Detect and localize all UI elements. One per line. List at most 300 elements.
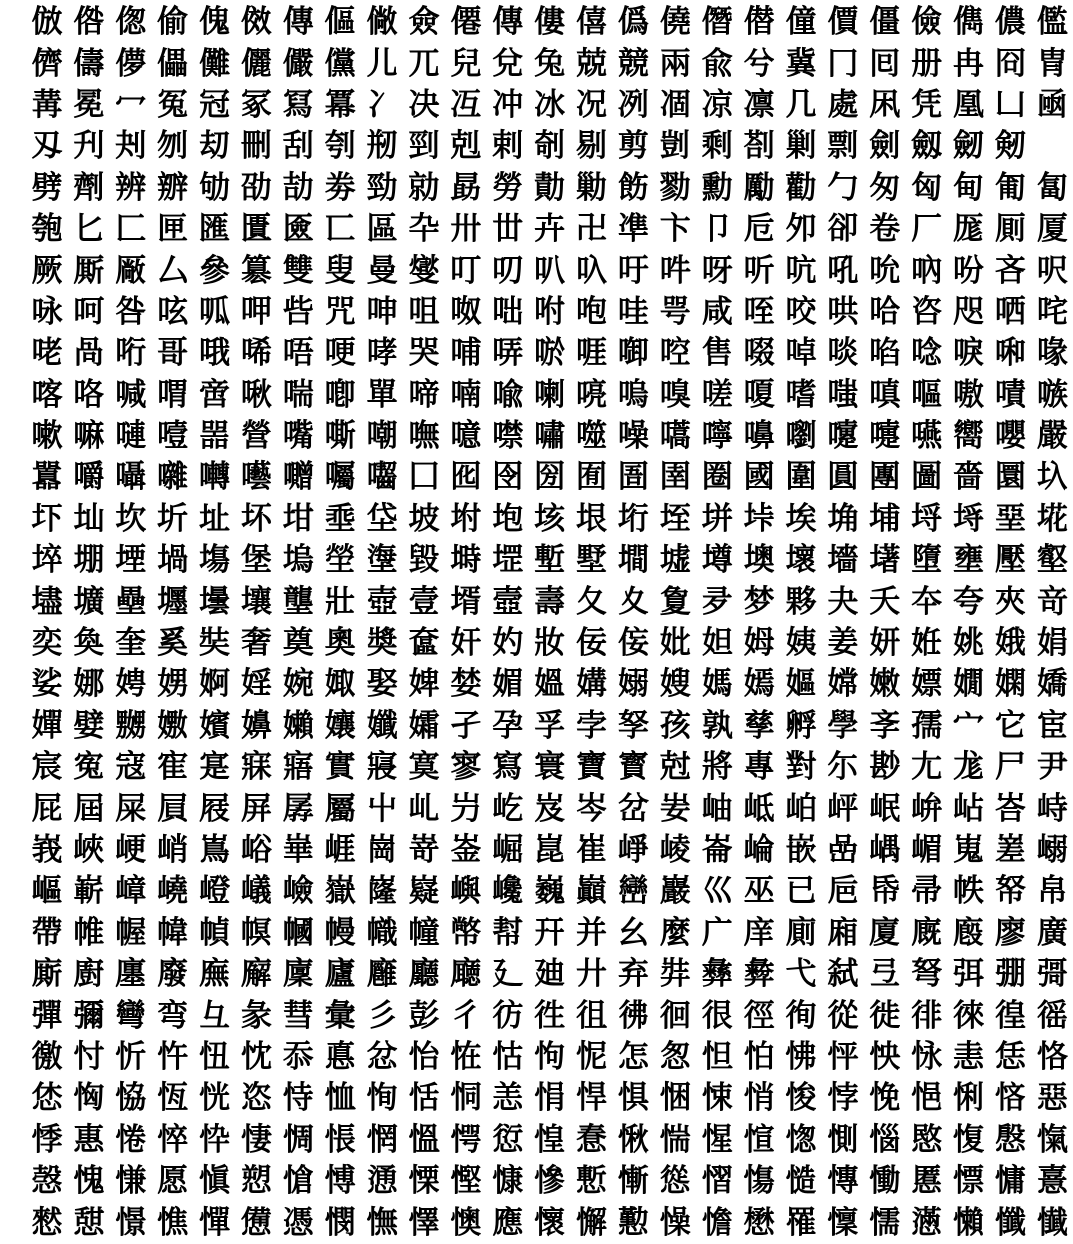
character-row [26, 416, 1068, 457]
character-glyph: 麼 [659, 914, 691, 951]
character-glyph: 憊 [240, 1204, 272, 1241]
character-glyph: 嵜 [408, 832, 440, 868]
character-glyph: 懷 [534, 1204, 566, 1241]
character-glyph: 倣 [31, 4, 63, 41]
character-glyph: 咢 [659, 293, 691, 330]
character-glyph: 應 [492, 1204, 524, 1241]
character-glyph: 崘 [743, 832, 775, 868]
character-glyph: 姙 [911, 625, 943, 662]
character-glyph: 哘 [115, 335, 147, 372]
character-glyph: 凅 [659, 86, 691, 123]
character-glyph: 孳 [743, 707, 775, 744]
character-glyph: 唏 [240, 335, 272, 372]
character-glyph: 劈 [31, 169, 63, 206]
character-glyph: 慇 [994, 1121, 1026, 1158]
character-glyph: 傳 [492, 4, 524, 41]
character-glyph: 儿 [366, 45, 398, 82]
character-glyph: 咒 [324, 293, 356, 330]
character-glyph: 噫 [450, 418, 482, 455]
character-glyph: 廬 [324, 956, 356, 993]
character-glyph: 哥 [157, 335, 189, 372]
character-glyph: 參 [199, 252, 230, 289]
character-row [26, 126, 1026, 167]
character-glyph: 囑 [324, 459, 356, 496]
character-glyph: 彑 [199, 997, 230, 1034]
character-glyph: 刮 [282, 128, 314, 165]
character-glyph: 恂 [366, 1080, 398, 1117]
character-glyph: 廨 [240, 956, 272, 993]
character-row [26, 706, 1068, 747]
character-glyph: 屏 [240, 790, 272, 827]
character-glyph: 憇 [73, 1204, 105, 1241]
character-glyph: 徊 [659, 997, 691, 1034]
character-row [26, 375, 1068, 416]
character-glyph: 儁 [953, 4, 985, 41]
character-glyph: 懴 [1036, 1204, 1068, 1241]
character-glyph: 卉 [534, 211, 566, 248]
character-glyph: 咀 [408, 293, 440, 330]
character-glyph: 傳 [282, 4, 314, 41]
character-glyph: 堋 [73, 542, 105, 579]
character-glyph: 呷 [240, 293, 272, 330]
character-glyph: 勸 [785, 169, 817, 206]
character-glyph: 勁 [366, 169, 398, 206]
character-glyph: 懦 [869, 1204, 901, 1241]
character-glyph: 尓 [827, 749, 859, 786]
character-glyph: 嬲 [115, 707, 147, 744]
character-glyph: 懌 [408, 1204, 440, 1241]
character-glyph: 壻 [450, 583, 482, 620]
character-glyph: 屐 [199, 790, 230, 827]
character-glyph: 營 [240, 418, 272, 455]
character-glyph: 嬾 [282, 707, 314, 744]
character-row [26, 457, 1068, 498]
character-glyph: 勗 [450, 169, 482, 206]
character-glyph: 儂 [994, 4, 1026, 41]
character-glyph: 厂 [911, 211, 943, 248]
character-glyph: 夲 [911, 583, 943, 620]
character-glyph: 剽 [827, 128, 859, 165]
character-glyph: 乢 [408, 790, 440, 827]
character-glyph: 甸 [953, 169, 985, 206]
character-glyph: 廛 [115, 956, 147, 993]
character-glyph: 憚 [199, 1204, 230, 1241]
character-glyph: 嚆 [659, 418, 691, 455]
character-glyph: 慵 [994, 1163, 1026, 1200]
character-glyph: 宸 [31, 749, 63, 786]
character-glyph: 匕 [73, 211, 105, 248]
character-glyph: 吭 [785, 252, 817, 289]
character-glyph: 堊 [994, 500, 1026, 537]
character-glyph: 嫐 [157, 707, 189, 744]
character-glyph: 坎 [115, 500, 147, 537]
character-glyph: 彿 [617, 997, 649, 1034]
character-glyph: 劑 [73, 169, 105, 206]
character-glyph: 恣 [240, 1080, 272, 1117]
character-glyph: 寞 [408, 749, 440, 786]
character-glyph: 傀 [199, 4, 230, 41]
character-glyph: 懣 [911, 1204, 943, 1241]
character-glyph: 堡 [240, 542, 272, 579]
character-glyph: 寥 [450, 749, 482, 786]
character-glyph: 怫 [785, 1038, 817, 1075]
character-glyph: 尢 [911, 749, 943, 786]
character-glyph: 悗 [869, 1080, 901, 1117]
character-glyph: 冢 [240, 86, 272, 123]
character-glyph: 愼 [199, 1163, 230, 1200]
character-glyph: 很 [701, 997, 733, 1034]
character-glyph: 咥 [743, 293, 775, 330]
character-glyph: 辨 [115, 169, 147, 206]
character-glyph: 啖 [827, 335, 859, 372]
character-glyph: 嫦 [827, 666, 859, 703]
character-glyph: 壅 [953, 542, 985, 579]
character-glyph: 凖 [617, 211, 649, 248]
character-glyph: 憫 [324, 1204, 356, 1241]
character-glyph: 彭 [408, 997, 440, 1034]
character-glyph: 徠 [953, 997, 985, 1034]
character-glyph: 并 [576, 914, 608, 951]
character-glyph: 峩 [31, 832, 63, 868]
character-glyph: 嫻 [994, 666, 1026, 703]
character-glyph: 夬 [827, 583, 859, 620]
character-glyph: 廐 [911, 914, 943, 951]
character-glyph: 悵 [324, 1121, 356, 1158]
character-glyph: 彳 [450, 997, 482, 1034]
character-glyph: 喘 [282, 376, 314, 413]
character-glyph: 喃 [450, 376, 482, 413]
character-glyph: 峅 [911, 790, 943, 827]
character-glyph: 凉 [701, 86, 733, 123]
character-glyph: 圈 [701, 459, 733, 496]
character-glyph: 寢 [366, 749, 398, 786]
character-glyph: 愀 [617, 1121, 649, 1158]
character-glyph: 辧 [157, 169, 189, 206]
character-row [26, 85, 1068, 126]
character-glyph: 嬋 [31, 707, 63, 744]
character-glyph: 唹 [534, 335, 566, 372]
character-glyph: 勞 [492, 169, 524, 206]
character-glyph: 奘 [199, 625, 230, 662]
character-glyph: 巉 [492, 873, 524, 910]
character-glyph: 噎 [157, 418, 189, 455]
character-glyph: 婢 [408, 666, 440, 703]
character-glyph: 廂 [827, 914, 859, 951]
character-glyph: 徙 [869, 997, 901, 1034]
character-glyph: 冏 [994, 45, 1026, 82]
character-glyph: 惻 [827, 1121, 859, 1158]
character-glyph: 廱 [366, 956, 398, 993]
character-glyph: 嶌 [199, 832, 230, 868]
character-glyph: 媽 [701, 666, 733, 703]
character-glyph: 哂 [994, 293, 1026, 330]
character-glyph: 嶬 [240, 873, 272, 910]
character-glyph: 埃 [785, 500, 817, 537]
character-glyph: 嗔 [869, 376, 901, 413]
character-glyph: 嗹 [115, 418, 147, 455]
character-glyph: 凭 [911, 86, 943, 123]
character-glyph: 悚 [701, 1080, 733, 1117]
character-row [26, 1202, 1068, 1243]
character-glyph: 彙 [324, 997, 356, 1034]
character-glyph: 廣 [1036, 914, 1068, 951]
character-glyph: 幎 [240, 914, 272, 951]
character-glyph: 噐 [199, 418, 230, 455]
character-glyph: 冽 [617, 86, 649, 123]
character-glyph: 孛 [576, 707, 608, 744]
character-glyph: 僮 [785, 4, 817, 41]
character-glyph: 慥 [785, 1163, 817, 1200]
character-glyph: 囈 [240, 459, 272, 496]
character-glyph: 崗 [366, 832, 398, 868]
character-glyph: 圖 [911, 459, 943, 496]
character-glyph: 剋 [450, 128, 482, 165]
character-glyph: 峙 [1036, 790, 1068, 827]
character-glyph: 屹 [492, 790, 524, 827]
character-glyph: 嘖 [994, 376, 1026, 413]
character-glyph: 廢 [157, 956, 189, 993]
character-glyph: 啾 [240, 376, 272, 413]
character-glyph: 岾 [953, 790, 985, 827]
character-glyph: 孑 [450, 707, 482, 744]
character-glyph: 咫 [953, 293, 985, 330]
character-glyph: 塢 [282, 542, 314, 579]
character-glyph: 冠 [199, 86, 230, 123]
character-glyph: 噤 [492, 418, 524, 455]
character-glyph: 咸 [701, 293, 733, 330]
character-glyph: 岌 [534, 790, 566, 827]
character-glyph: 刔 [115, 128, 147, 165]
character-glyph: 奎 [115, 625, 147, 662]
character-glyph: 埖 [1036, 500, 1068, 537]
character-glyph: 吝 [994, 252, 1026, 289]
character-glyph: 奬 [366, 625, 398, 662]
character-glyph: 愴 [282, 1163, 314, 1200]
character-glyph: 屶 [450, 790, 482, 827]
character-glyph: 廳 [408, 956, 440, 993]
character-glyph: 劼 [282, 169, 314, 206]
character-glyph: 勵 [743, 169, 775, 206]
character-glyph: 恷 [31, 1080, 63, 1117]
character-glyph: 嶐 [366, 873, 398, 910]
character-glyph: 團 [869, 459, 901, 496]
character-glyph: 夭 [869, 583, 901, 620]
character-glyph: 幄 [115, 914, 147, 951]
character-glyph: 忿 [366, 1038, 398, 1075]
character-glyph: 姨 [785, 625, 817, 662]
character-glyph: 恆 [157, 1080, 189, 1117]
character-glyph: 燮 [408, 252, 440, 289]
character-row [26, 830, 1068, 871]
character-glyph: 呰 [282, 293, 314, 330]
character-glyph: 宦 [1036, 707, 1068, 744]
character-glyph: 匳 [282, 211, 314, 248]
character-glyph: 僞 [617, 4, 649, 41]
character-glyph: 帑 [994, 873, 1026, 910]
character-glyph: 岫 [701, 790, 733, 827]
character-glyph: 呎 [1036, 252, 1068, 289]
character-glyph: 嵋 [911, 832, 943, 868]
character-glyph: 叭 [534, 252, 566, 289]
character-glyph: 幵 [534, 914, 566, 951]
character-glyph: 墻 [827, 542, 859, 579]
character-glyph: 喨 [576, 376, 608, 413]
character-glyph: 徼 [31, 1038, 63, 1075]
character-glyph: 懈 [576, 1204, 608, 1241]
character-row [26, 2, 1068, 43]
character-glyph: 愿 [157, 1163, 189, 1200]
character-glyph: 冉 [953, 45, 985, 82]
character-glyph: 岼 [827, 790, 859, 827]
character-glyph: 惆 [282, 1121, 314, 1158]
character-glyph: 吮 [869, 252, 901, 289]
character-glyph: 卆 [408, 211, 440, 248]
character-glyph: 巵 [827, 873, 859, 910]
character-glyph: 慊 [115, 1163, 147, 1200]
character-glyph: 徘 [911, 997, 943, 1034]
character-glyph: 悖 [827, 1080, 859, 1117]
character-glyph: 兔 [534, 45, 566, 82]
character-glyph: 剄 [408, 128, 440, 165]
character-glyph: 寫 [492, 749, 524, 786]
character-glyph: 哮 [366, 335, 398, 372]
character-glyph: 嬶 [240, 707, 272, 744]
character-glyph: 怡 [408, 1038, 440, 1075]
character-glyph: 剔 [576, 128, 608, 165]
character-glyph: 孥 [617, 707, 649, 744]
character-glyph: 嬖 [73, 707, 105, 744]
character-glyph: 塋 [324, 542, 356, 579]
character-glyph: 尹 [1036, 749, 1068, 786]
character-glyph: 愎 [953, 1121, 985, 1158]
character-glyph: 剩 [701, 128, 733, 165]
character-glyph: 坩 [282, 500, 314, 537]
character-glyph: 勳 [701, 169, 733, 206]
character-glyph: 巫 [743, 873, 775, 910]
character-glyph: 峪 [240, 832, 272, 868]
character-glyph: 墺 [743, 542, 775, 579]
character-glyph: 囿 [576, 459, 608, 496]
character-glyph: 奸 [450, 625, 482, 662]
character-glyph: 吽 [659, 252, 691, 289]
character-glyph: 娥 [994, 625, 1026, 662]
character-glyph: 售 [701, 335, 733, 372]
character-glyph: 垠 [576, 500, 608, 537]
character-row [26, 995, 1068, 1036]
character-glyph: 弖 [869, 956, 901, 993]
character-glyph: 怺 [911, 1038, 943, 1075]
character-glyph: 廏 [953, 914, 985, 951]
character-glyph: 堽 [492, 542, 524, 579]
character-glyph: 弭 [953, 956, 985, 993]
character-glyph: 惱 [869, 1121, 901, 1158]
character-glyph: 峽 [73, 832, 105, 868]
character-glyph: 嚥 [911, 418, 943, 455]
character-glyph: 哽 [324, 335, 356, 372]
character-glyph: 慯 [743, 1163, 775, 1200]
character-glyph: 劭 [240, 169, 272, 206]
character-glyph: 嗤 [827, 376, 859, 413]
character-glyph: 喩 [492, 376, 524, 413]
character-glyph: 怕 [743, 1038, 775, 1075]
character-glyph: 刪 [240, 128, 272, 165]
character-glyph: 嗄 [743, 376, 775, 413]
character-glyph: 垉 [492, 500, 524, 537]
character-glyph: 卅 [450, 211, 482, 248]
character-glyph: 奩 [408, 625, 440, 662]
character-glyph: 弉 [659, 956, 691, 993]
character-glyph: 宀 [953, 707, 985, 744]
character-glyph: 囗 [408, 459, 440, 496]
character-glyph: 剴 [659, 128, 691, 165]
character-glyph: 卩 [701, 211, 733, 248]
character-glyph: 哺 [450, 335, 482, 372]
character-glyph: 僉 [408, 4, 440, 41]
character-glyph: 僊 [450, 4, 482, 41]
character-glyph: 嬌 [1036, 666, 1068, 703]
character-glyph: 匣 [157, 211, 189, 248]
character-glyph: 姚 [953, 625, 985, 662]
character-glyph: 姆 [743, 625, 775, 662]
character-glyph: 恪 [1036, 1038, 1068, 1075]
character-glyph: 徭 [1036, 997, 1068, 1034]
character-glyph: 剳 [743, 128, 775, 165]
character-glyph: 呻 [366, 293, 398, 330]
character-glyph: 怱 [659, 1038, 691, 1075]
character-glyph: 忝 [282, 1038, 314, 1075]
character-glyph: 坡 [408, 500, 440, 537]
character-glyph: 婀 [199, 666, 230, 703]
character-glyph: 壓 [994, 542, 1026, 579]
character-glyph: 垓 [534, 500, 566, 537]
character-glyph: 恚 [953, 1038, 985, 1075]
character-glyph: 喟 [157, 376, 189, 413]
character-glyph: 尨 [953, 749, 985, 786]
character-glyph: 剿 [785, 128, 817, 165]
character-glyph: 夐 [659, 583, 691, 620]
character-glyph: 奕 [31, 625, 63, 662]
character-glyph: 惷 [576, 1121, 608, 1158]
character-glyph: 懺 [994, 1204, 1026, 1241]
character-glyph: 彁 [1036, 956, 1068, 993]
character-glyph: 嘶 [324, 418, 356, 455]
character-glyph: 嶽 [324, 873, 356, 910]
character-glyph: 壼 [492, 583, 524, 620]
character-row [26, 913, 1068, 954]
character-glyph: 冑 [1036, 45, 1068, 82]
character-glyph: 劔 [911, 128, 943, 165]
character-glyph: 匆 [869, 169, 901, 206]
character-glyph: 幔 [324, 914, 356, 951]
character-glyph: 帙 [953, 873, 985, 910]
character-glyph: 崢 [617, 832, 649, 868]
character-glyph: 悒 [911, 1080, 943, 1117]
character-glyph: 儕 [31, 45, 63, 82]
character-glyph: 悃 [659, 1080, 691, 1117]
character-glyph: 媾 [576, 666, 608, 703]
character-glyph: 囎 [282, 459, 314, 496]
character-glyph: 怎 [617, 1038, 649, 1075]
character-glyph: 圄 [617, 459, 649, 496]
character-glyph: 嵳 [994, 832, 1026, 868]
character-glyph: 妍 [869, 625, 901, 662]
character-glyph: 寰 [534, 749, 566, 786]
character-glyph: 几 [785, 86, 817, 123]
character-glyph: 壞 [785, 542, 817, 579]
character-glyph: 懋 [743, 1204, 775, 1241]
character-glyph: 廸 [534, 956, 566, 993]
character-glyph: 叨 [492, 252, 524, 289]
